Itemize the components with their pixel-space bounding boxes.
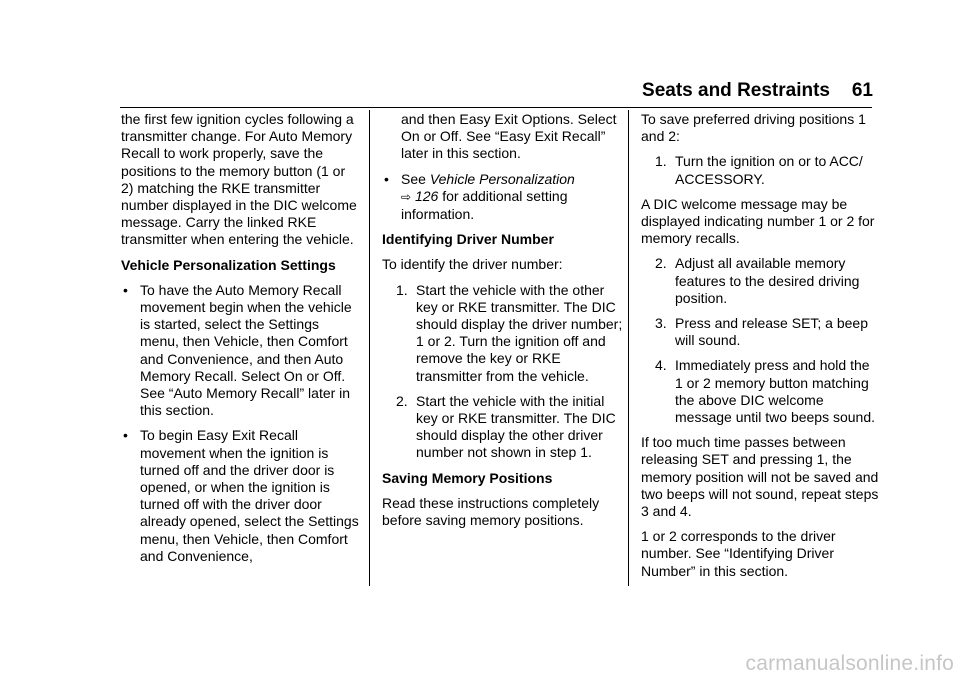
step-number: 3. [655,315,667,332]
step-number: 1. [655,153,667,170]
bullet-text: To begin Easy Exit Recall movement when the ignition is turned off and the driver door is opened, or when the ignition is turned off with the driver door already opened, select the Settings menu, then Vehicle, then Comfort and Convenience, [140,427,359,564]
bullet-marker: • [123,427,128,444]
bullet-marker: • [123,281,128,298]
numbered-step [641,357,881,426]
cross-reference-page[interactable]: 126 [414,187,439,204]
column-2 [382,111,624,537]
bullet-marker: • [384,170,389,187]
numbered-step [641,315,881,349]
section-heading: Vehicle Personalization Settings [121,256,336,273]
column-divider-2 [628,110,629,586]
cross-reference-link[interactable]: Vehicle Personalization [429,170,575,187]
step-note: 1 or 2 corresponds to the driver number. See “Identifying Driver Number” in this section. [641,528,836,579]
bullet-item [121,282,361,420]
paragraph: the first few ignition cycles following a transmitter change. For Auto Memory Recall to work properly, save the positions to the memory button (1 or 2) matching the RKE transmitter number displayed in the DIC welcome message. Carry the linked RKE transmitter when entering the vehicle. [121,111,357,248]
step-number: 2. [396,392,408,409]
paragraph: Read these instructions completely before saving memory positions. [382,494,600,529]
numbered-step [641,153,881,187]
bullet-item [382,171,624,224]
step-text: Immediately press and hold the 1 or 2 memory button matching the above DIC welcome message until two beeps sound. [675,357,876,426]
numbered-step [641,255,881,307]
page-reference-arrow-icon: ⇨ [401,189,412,204]
column-3 [641,111,881,588]
numbered-step [382,393,624,462]
step-number: 2. [655,255,667,272]
step-note: If too much time passes between releasing SET and pressing 1, the memory position will not be saved and two beeps will not sound, repeat steps 3 and 4. [641,434,879,520]
see-suffix: for additional setting information. [401,187,568,223]
step-text: Turn the ignition on or to ACC/ ACCESSORY. [675,153,863,187]
page-number: 61 [851,80,873,101]
step-number: 1. [396,281,408,298]
bullet-item [121,427,361,565]
section-heading: Saving Memory Positions [382,469,553,486]
bullet-continuation: and then Easy Exit Options. Select On or Off. See “Easy Exit Recall” later in this section. [401,111,617,162]
column-1 [121,111,361,573]
paragraph: To save preferred driving positions 1 and 2: [641,111,866,145]
column-divider-1 [369,110,370,586]
see-prefix: See [401,170,426,187]
watermark: carmanualsonline.info [745,652,954,675]
section-heading: Identifying Driver Number [382,231,554,248]
paragraph: To identify the driver number: [382,256,563,273]
header-rule [120,107,872,108]
numbered-step [382,282,624,385]
step-text: Start the vehicle with the other key or RKE transmitter. The DIC should display the driver number; 1 or 2. Turn the ignition off and remove the key or RKE transmitter from the vehicle. [416,281,623,384]
step-text: Start the vehicle with the initial key or RKE transmitter. The DIC should display the other driver number not shown in step 1. [416,392,616,461]
bullet-text: To have the Auto Memory Recall movement begin when the vehicle is started, select the Settings menu, then Vehicle, then Comfort and Convenience, and then Auto Memory Recall. Select On or Off. See “Auto Memory Recall” later in this section. [140,281,352,419]
section-title: Seats and Restraints [642,80,830,101]
step-text: Press and release SET; a beep will sound. [675,315,869,349]
step-note: A DIC welcome message may be displayed indicating number 1 or 2 for memory recalls. [641,195,875,247]
step-text: Adjust all available memory features to the desired driving position. [675,255,860,306]
page-header [0,80,960,110]
step-number: 4. [655,357,667,374]
